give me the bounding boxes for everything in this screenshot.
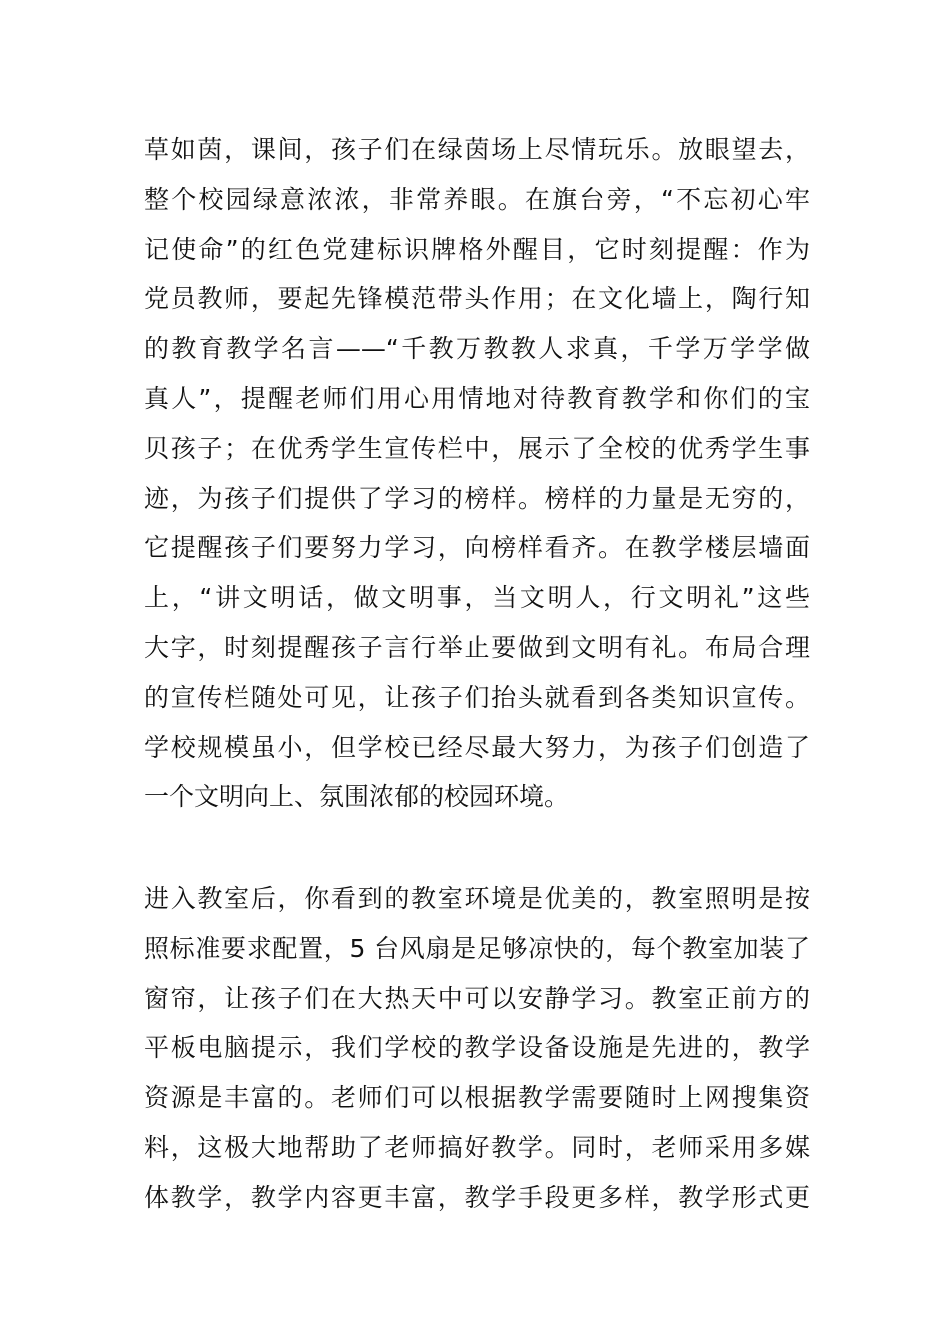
text-line: 的教育教学名言——“千教万教教人求真，千学万学学做 (144, 334, 810, 364)
text-line: 党员教师，要起先锋模范带头作用；在文化墙上，陶行知 (144, 284, 810, 314)
text-line: 草如茵，课间，孩子们在绿茵场上尽情玩乐。放眼望去， (144, 135, 810, 164)
text-line: 真人”，提醒老师们用心用情地对待教育教学和你们的宝 (144, 383, 810, 413)
text-line: 体教学，教学内容更丰富，教学手段更多样，教学形式更 (144, 1182, 810, 1212)
paragraph-campus-environment (144, 125, 810, 822)
text-line: 它提醒孩子们要努力学习，向榜样看齐。在教学楼层墙面 (144, 533, 810, 563)
text-line: 资源是丰富的。老师们可以根据教学需要随时上网搜集资 (144, 1083, 810, 1113)
text-line: 记使命”的红色党建标识牌格外醒目，它时刻提醒：作为 (144, 234, 810, 264)
text-line: 学校规模虽小，但学校已经尽最大努力，为孩子们创造了 (144, 732, 810, 762)
text-line: 窗帘，让孩子们在大热天中可以安静学习。教室正前方的 (144, 983, 810, 1013)
text-line: 的宣传栏随处可见，让孩子们抬头就看到各类知识宣传。 (144, 682, 810, 712)
text-line: 整个校园绿意浓浓，非常养眼。在旗台旁，“不忘初心牢 (144, 184, 810, 214)
text-line: 料，这极大地帮助了老师搞好教学。同时，老师采用多媒 (144, 1132, 810, 1162)
text-line: 一个文明向上、氛围浓郁的校园环境。 (144, 782, 570, 812)
text-line: 上，“讲文明话，做文明事，当文明人，行文明礼”这些 (144, 583, 810, 613)
text-line: 进入教室后，你看到的教室环境是优美的，教室照明是按 (144, 884, 810, 913)
text-line: 大字，时刻提醒孩子言行举止要做到文明有礼。布局合理 (144, 632, 810, 662)
paragraph-classroom-environment (144, 874, 810, 1223)
text-line: 照标准要求配置，5 台风扇是足够凉快的，每个教室加装了 (144, 933, 810, 963)
text-line: 迹，为孩子们提供了学习的榜样。榜样的力量是无穷的， (144, 483, 810, 513)
text-line: 贝孩子；在优秀学生宣传栏中，展示了全校的优秀学生事 (144, 433, 810, 463)
text-line: 平板电脑提示，我们学校的教学设备设施是先进的，教学 (144, 1033, 810, 1063)
